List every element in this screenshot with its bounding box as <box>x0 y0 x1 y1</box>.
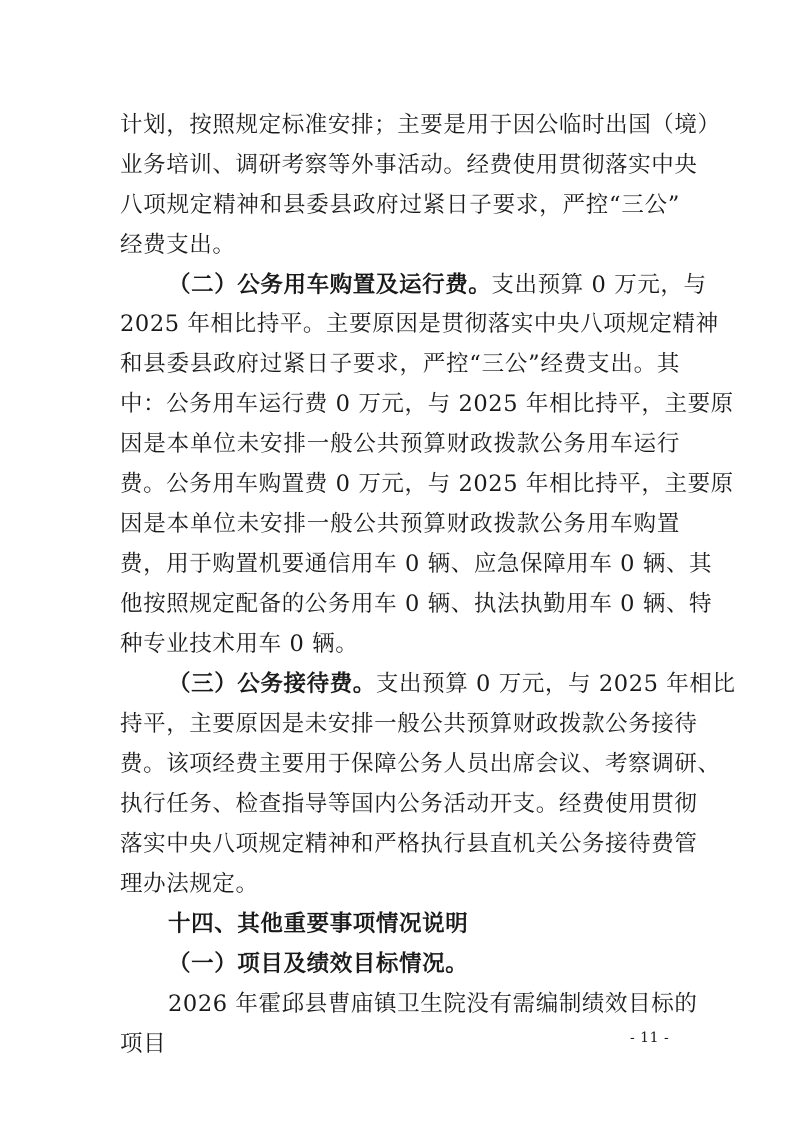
chapter-heading <box>168 909 680 939</box>
chapter-heading-text: 十四、其他重要事项情况说明 <box>168 911 469 937</box>
text-run: 业务培训、调研考察等外事活动。经费使用贯彻落实中央 <box>120 152 698 178</box>
text-line <box>120 309 719 339</box>
text-line <box>120 429 680 459</box>
text-line <box>120 230 680 260</box>
text-run: 执行任务、检查指导等国内公务活动开支。经费使用贯彻 <box>120 791 698 817</box>
section-heading: （三）公务接待费。 <box>168 671 376 697</box>
text-run: 项目 <box>120 1031 167 1057</box>
text-line <box>120 509 680 539</box>
text-line <box>120 349 680 379</box>
text-run: 费。该项经费主要用于保障公务人员出席会议、考察调研、 <box>120 751 721 777</box>
text-run: 因是本单位未安排一般公共预算财政拨款公务用车购置 <box>120 511 680 537</box>
section-heading-line <box>168 270 707 300</box>
text-run: 经费支出。 <box>120 232 236 258</box>
text-run: 持平，主要原因是未安排一般公共预算财政拨款公务接待 <box>120 711 698 737</box>
section-heading-line <box>168 669 736 699</box>
text-run: 八项规定精神和县委县政府过紧日子要求，严控“三公” <box>120 192 680 218</box>
text-line <box>120 389 734 419</box>
text-run: 费。公务用车购置费 0 万元，与 2025 年相比持平，主要原 <box>120 471 734 497</box>
text-run: 2025 年相比持平。主要原因是贯彻落实中央八项规定精神 <box>120 311 719 337</box>
text-line <box>120 829 698 859</box>
text-line <box>120 1029 680 1059</box>
text-run: 理办法规定。 <box>120 871 259 897</box>
text-line <box>120 549 713 579</box>
subsection-heading <box>168 949 680 979</box>
text-line <box>120 869 680 899</box>
text-run: 支出预算 0 万元，与 <box>491 272 707 298</box>
text-line <box>120 150 698 180</box>
page-number: - 11 - <box>630 1030 670 1046</box>
text-line <box>120 110 721 140</box>
text-line <box>120 709 698 739</box>
text-line <box>120 629 680 659</box>
text-line <box>120 789 698 819</box>
text-line <box>120 469 734 499</box>
text-run: 种专业技术用车 0 辆。 <box>120 631 359 657</box>
text-line <box>168 989 698 1019</box>
text-line <box>120 190 680 220</box>
text-run: 因是本单位未安排一般公共预算财政拨款公务用车运行 <box>120 431 680 457</box>
text-line <box>120 589 713 619</box>
text-run: 落实中央八项规定精神和严格执行县直机关公务接待费管 <box>120 831 698 857</box>
section-heading: （二）公务用车购置及运行费。 <box>168 272 492 298</box>
text-run: 2026 年霍邱县曹庙镇卫生院没有需编制绩效目标的 <box>168 991 698 1017</box>
subsection-heading-text: （一）项目及绩效目标情况。 <box>168 951 469 977</box>
text-run: 他按照规定配备的公务用车 0 辆、执法执勤用车 0 辆、特 <box>120 591 713 617</box>
text-run: 中：公务用车运行费 0 万元，与 2025 年相比持平，主要原 <box>120 391 734 417</box>
text-run: 支出预算 0 万元，与 2025 年相比 <box>375 671 736 697</box>
text-run: 和县委县政府过紧日子要求，严控“三公”经费支出。其 <box>120 351 680 377</box>
text-run: 计划，按照规定标准安排；主要是用于因公临时出国（境） <box>120 112 721 138</box>
text-run: 费，用于购置机要通信用车 0 辆、应急保障用车 0 辆、其 <box>120 551 713 577</box>
text-line <box>120 749 721 779</box>
